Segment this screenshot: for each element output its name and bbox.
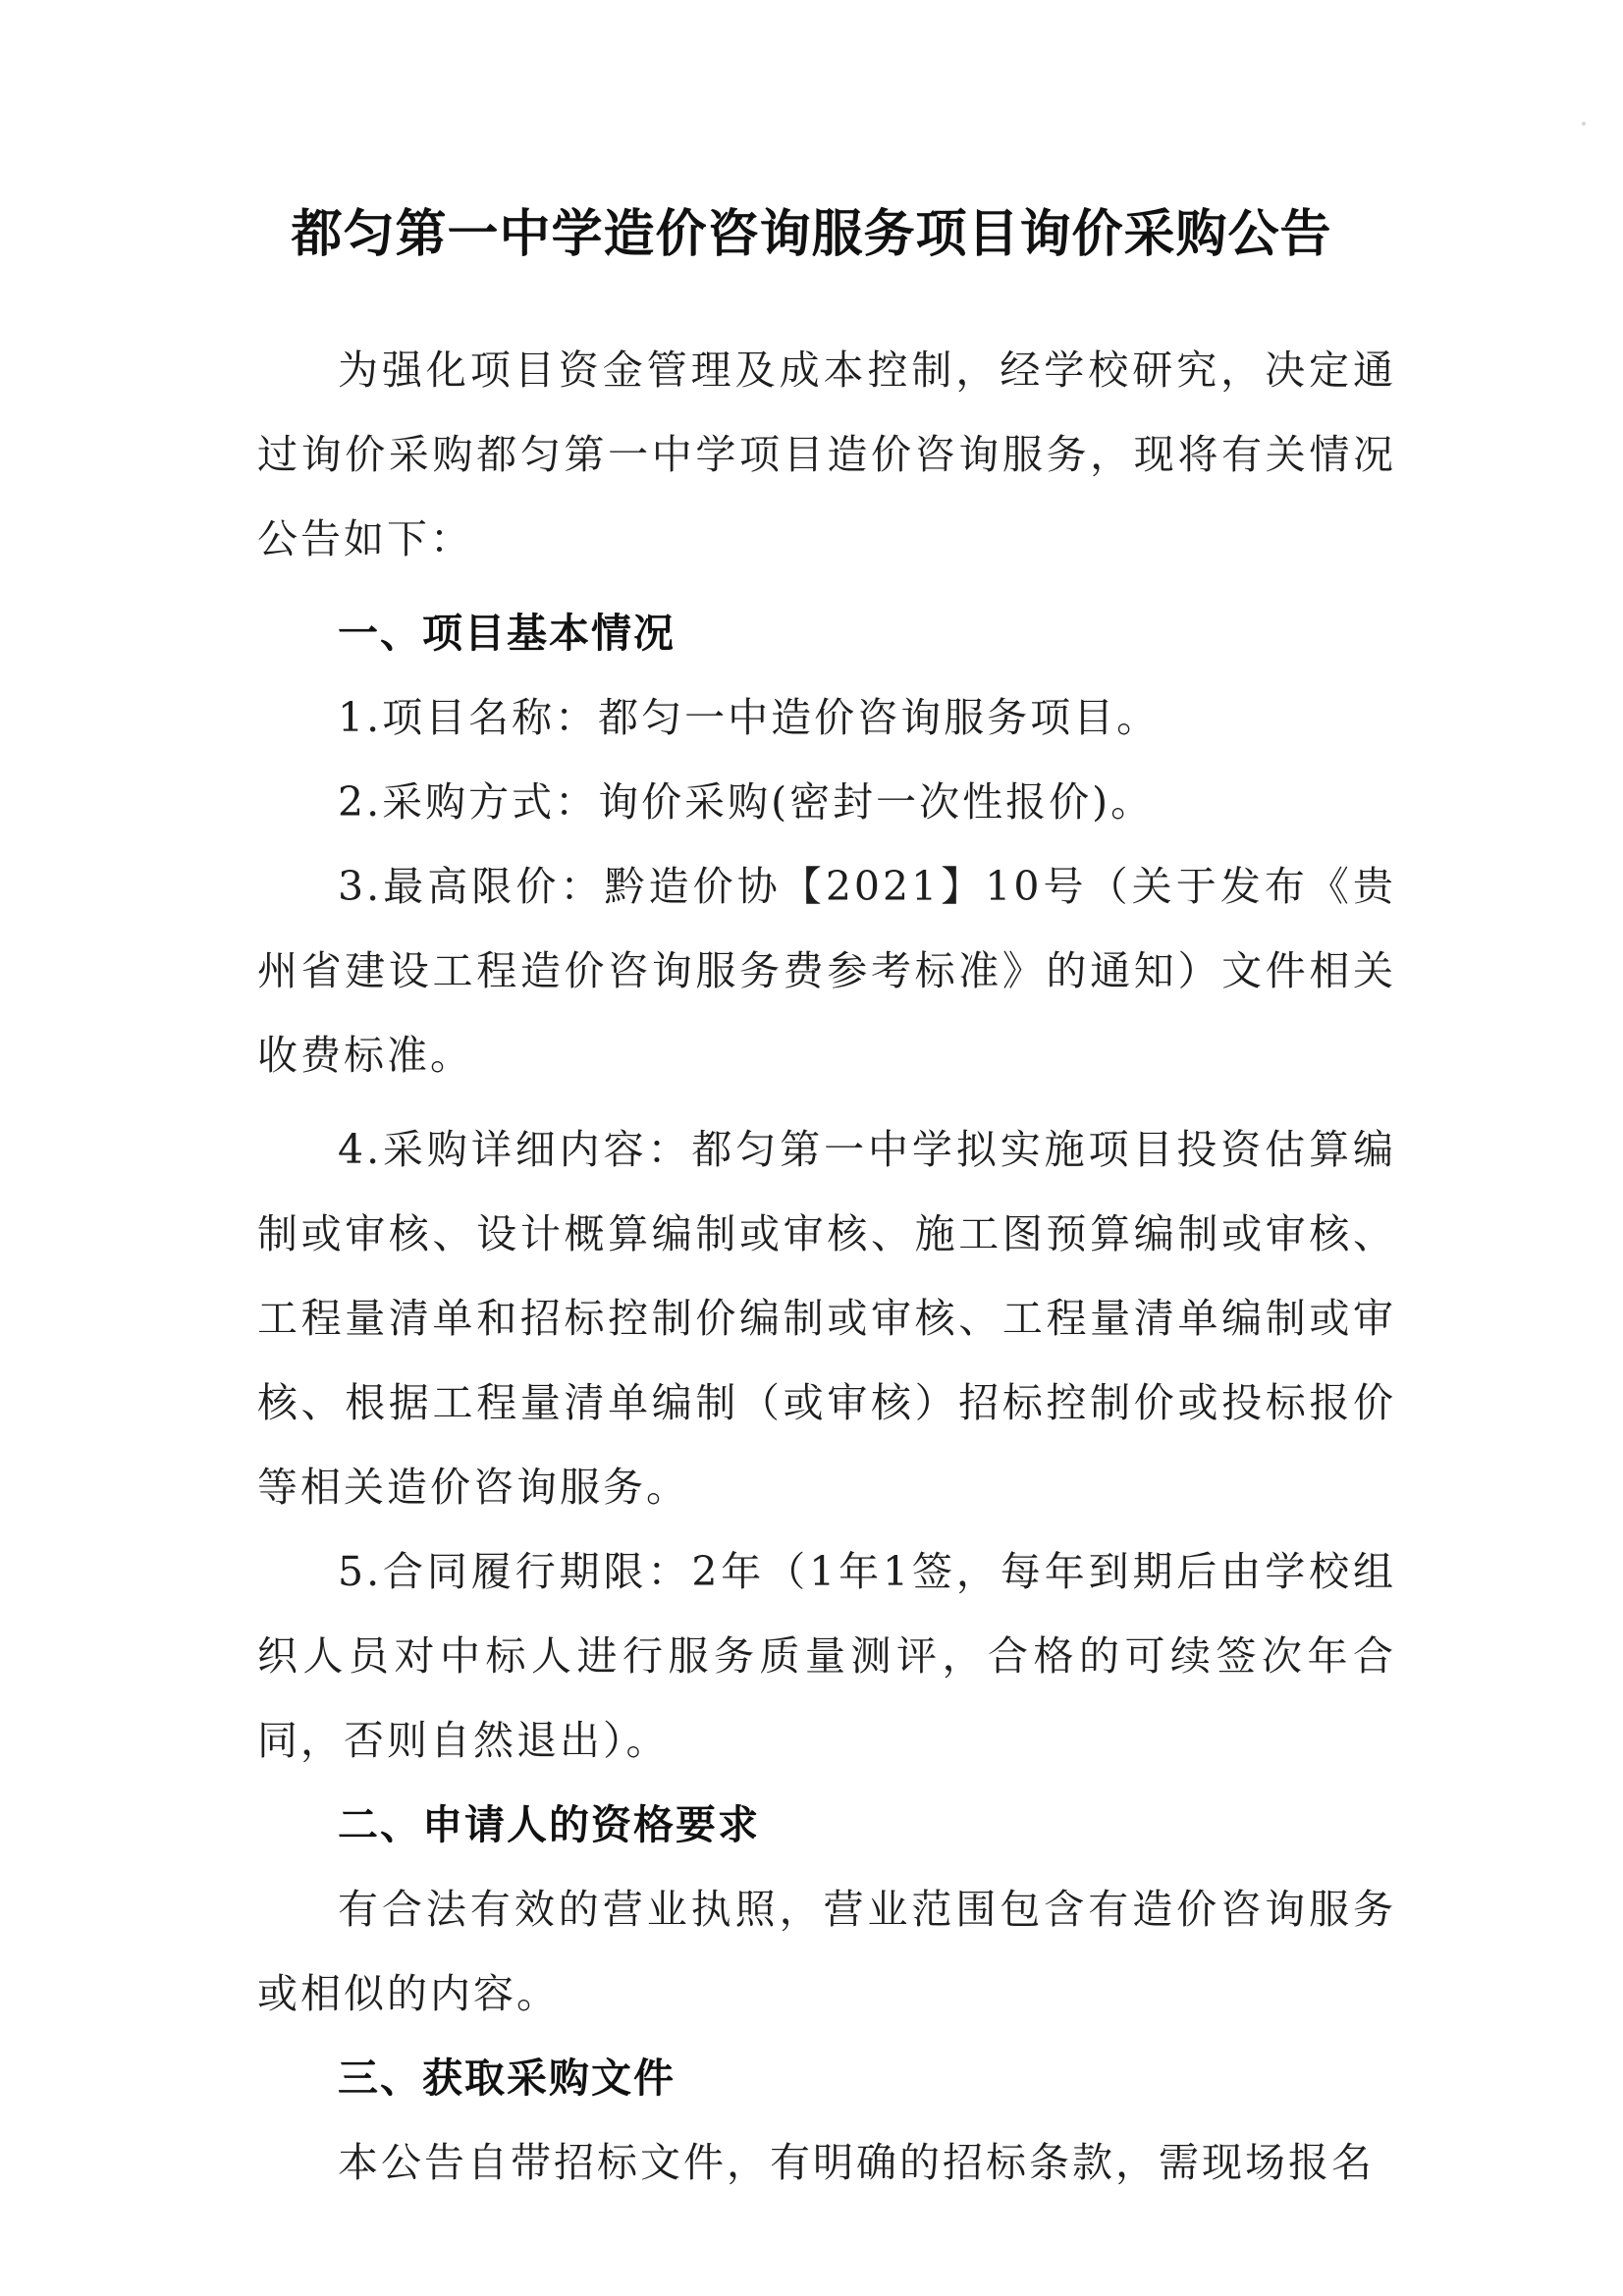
section-heading-qualifications: 二、申请人的资格要求: [338, 1801, 760, 1848]
item-project-name: 1.项目名称：都匀一中造价咨询服务项目。: [338, 694, 1161, 741]
obtain-documents-paragraph: 本公告自带招标文件，有明确的招标条款，需现场报名: [338, 2139, 1375, 2186]
section-heading-obtain-documents: 三、获取采购文件: [338, 2055, 676, 2102]
item-procurement-content: 4.采购详细内容：都匀第一中学拟实施项目投资估算编制或审核、设计概算编制或审核、施工图预算编制或审核、工程量清单和招标控制价编制或审核、工程量清单编制或审核、根据工程量清单编制（或审核）招标控制价或投标报价等相关造价咨询服务。: [257, 1126, 1396, 1511]
item-contract-term: 5.合同履行期限：2年（1年1签，每年到期后由学校组织人员对中标人进行服务质量测评，合格的可续签次年合同，否则自然退出）。: [257, 1548, 1396, 1764]
item-procurement-method: 2.采购方式：询价采购(密封一次性报价)。: [338, 778, 1155, 826]
document-title: 都匀第一中学造价咨询服务项目询价采购公告: [291, 205, 1332, 264]
item-price-limit: 3.最高限价：黔造价协【2021】10号（关于发布《贵州省建设工程造价咨询服务费参考标准》的通知）文件相关收费标准。: [257, 863, 1396, 1079]
section-heading-project-info: 一、项目基本情况: [338, 610, 676, 657]
document-body: [257, 328, 1396, 2205]
intro-paragraph: 为强化项目资金管理及成本控制，经学校研究，决定通过询价采购都匀第一中学项目造价咨询服务，现将有关情况公告如下：: [257, 347, 1396, 562]
qualifications-paragraph: 有合法有效的营业执照，营业范围包含有造价咨询服务或相似的内容。: [257, 1886, 1396, 2017]
scan-speck: [1582, 122, 1586, 126]
